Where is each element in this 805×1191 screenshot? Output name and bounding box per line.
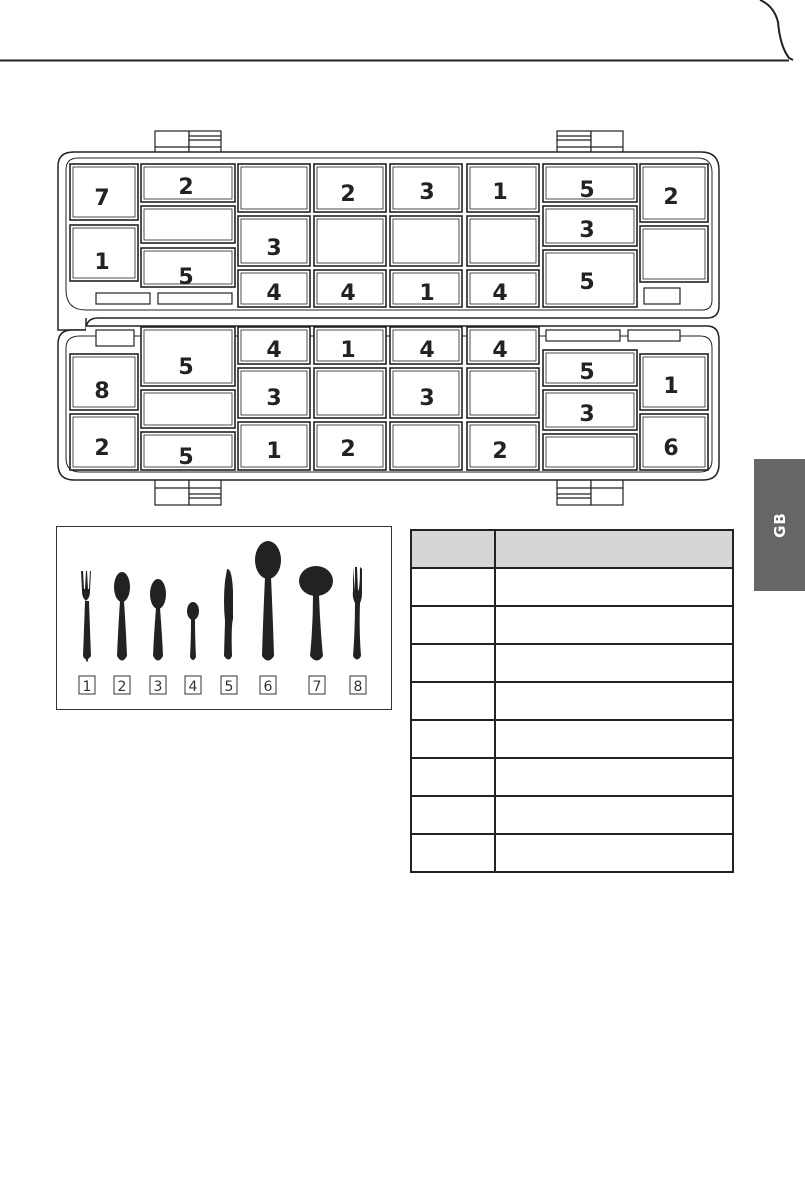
cutlery-number-label: 2	[117, 679, 127, 695]
lower-compartment-number: 2	[492, 439, 508, 464]
knife-icon	[224, 569, 233, 660]
upper-compartment-number: 2	[663, 185, 679, 210]
cutlery-number-label: 5	[224, 679, 234, 695]
legend-cell	[411, 834, 495, 872]
upper-compartment-inner	[241, 167, 307, 209]
legend-cell	[411, 720, 495, 758]
legend-cell	[495, 682, 733, 720]
table-row	[411, 682, 733, 720]
cutlery-number-label: 8	[353, 679, 363, 695]
upper-compartment-inner	[144, 209, 232, 240]
legend-cell	[411, 568, 495, 606]
upper-compartment-number: 3	[266, 236, 282, 261]
legend-header-row	[411, 530, 733, 568]
lower-compartment-number: 5	[579, 360, 595, 385]
cutlery-tray-diagram	[0, 120, 805, 520]
legend-cell	[495, 720, 733, 758]
legend-cell	[411, 796, 495, 834]
upper-compartment-number: 3	[419, 180, 435, 205]
table-row	[411, 644, 733, 682]
lower-compartment-number: 3	[579, 402, 595, 427]
table-row	[411, 606, 733, 644]
upper-compartment-number: 5	[579, 178, 595, 203]
lower-compartment-number: 8	[94, 379, 110, 404]
legend-cell	[411, 758, 495, 796]
lower-compartment-inner	[393, 425, 459, 467]
legend-cell	[495, 568, 733, 606]
teaspoon-icon	[150, 579, 166, 661]
legend-cell	[411, 644, 495, 682]
cutlery-illustration	[57, 527, 393, 711]
cutlery-number-label: 4	[188, 679, 198, 695]
serving-spoon-icon	[255, 541, 281, 661]
upper-compartment-number: 4	[340, 281, 356, 306]
fork-icon	[81, 571, 91, 662]
serving-fork-icon	[353, 567, 362, 660]
upper-compartment-number: 3	[579, 218, 595, 243]
language-side-tab	[754, 459, 805, 591]
legend-cell	[411, 682, 495, 720]
table-row	[411, 568, 733, 606]
legend-cell	[495, 796, 733, 834]
lower-compartment-number: 4	[419, 338, 435, 363]
upper-compartment-inner	[393, 219, 459, 263]
lower-compartment-number: 6	[663, 436, 679, 461]
lower-compartment-number: 2	[94, 436, 110, 461]
cutlery-legend-table	[410, 529, 734, 873]
upper-compartment-number: 7	[94, 186, 110, 211]
page-corner-mark	[0, 0, 805, 90]
cutlery-number-label: 1	[82, 679, 92, 695]
upper-compartment-inner	[643, 229, 705, 279]
legend-header-number	[411, 530, 495, 568]
upper-compartment-number: 1	[419, 281, 435, 306]
lower-compartment-number: 3	[419, 386, 435, 411]
table-row	[411, 720, 733, 758]
dessert-spoon-icon	[114, 572, 130, 661]
upper-compartment-inner	[470, 219, 536, 263]
coffee-spoon-icon	[187, 602, 199, 660]
upper-compartment-number: 1	[94, 250, 110, 275]
lower-compartment-number: 3	[266, 386, 282, 411]
lower-compartment-number: 5	[178, 355, 194, 380]
upper-compartment-number: 4	[266, 281, 282, 306]
table-row	[411, 758, 733, 796]
cutlery-number-label: 6	[263, 679, 273, 695]
cutlery-legend-box	[56, 526, 392, 710]
upper-compartment-number: 2	[340, 182, 356, 207]
table-row	[411, 796, 733, 834]
lower-compartment-number: 4	[266, 338, 282, 363]
legend-cell	[495, 644, 733, 682]
legend-cell	[495, 758, 733, 796]
lower-compartment-number: 5	[178, 445, 194, 470]
lower-compartment-number: 4	[492, 338, 508, 363]
lower-compartment-inner	[144, 393, 232, 425]
table-row	[411, 834, 733, 872]
legend-cell	[411, 606, 495, 644]
lower-compartment-inner	[317, 371, 383, 415]
language-tab-label: GB	[770, 512, 789, 538]
legend-cell	[495, 834, 733, 872]
lower-compartment-inner	[546, 437, 634, 467]
upper-compartment-number: 2	[178, 175, 194, 200]
upper-compartment-number: 5	[579, 270, 595, 295]
cutlery-number-label: 3	[153, 679, 163, 695]
upper-compartment-inner	[317, 219, 383, 263]
lower-compartment-inner	[470, 371, 536, 415]
cutlery-number-label: 7	[312, 679, 322, 695]
ladle-icon	[299, 566, 333, 661]
upper-compartment-number: 1	[492, 180, 508, 205]
lower-compartment-number: 1	[266, 439, 282, 464]
legend-cell	[495, 606, 733, 644]
lower-compartment-number: 1	[663, 374, 679, 399]
legend-header-description	[495, 530, 733, 568]
upper-compartment-number: 4	[492, 281, 508, 306]
lower-compartment-number: 2	[340, 437, 356, 462]
upper-compartment-number: 5	[178, 265, 194, 290]
lower-compartment-number: 1	[340, 338, 356, 363]
